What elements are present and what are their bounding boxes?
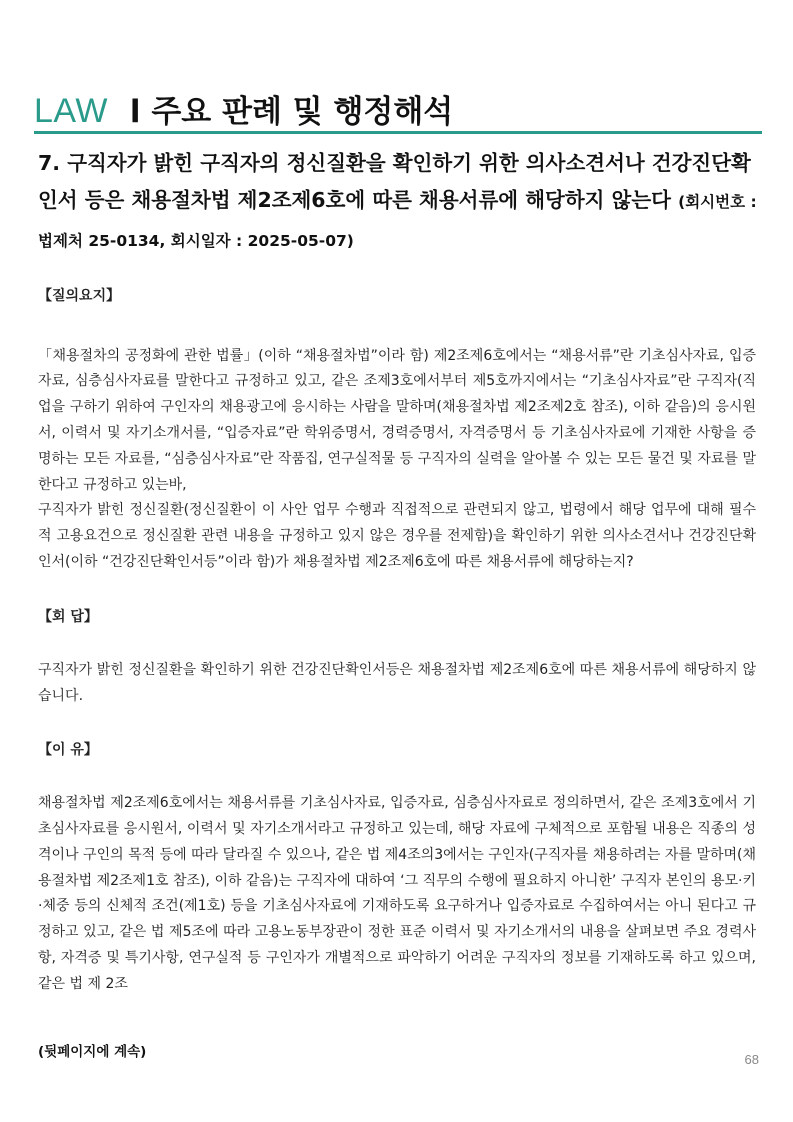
law-mark: LAW xyxy=(34,92,108,130)
reason-heading: 【이 유】 xyxy=(38,741,98,758)
header-divider xyxy=(34,131,762,134)
case-meta: (회시번호 : 법제처 25-0134, 회시일자 : 2025-05-07) xyxy=(38,193,757,250)
section-header xyxy=(34,86,762,131)
question-heading: 【질의요지】 xyxy=(38,288,121,304)
case-title: 7. 구직자가 밝힌 구직자의 정신질환을 확인하기 위한 의사소견서나 건강진단확인서 등은 채용절차법 제2조제6호에 따른 채용서류에 해당하지 않는다 xyxy=(38,151,751,212)
answer-paragraph: 구직자가 밝힌 정신질환을 확인하기 위한 건강진단확인서등은 채용절차법 제2조제6호에 따른 채용서류에 해당하지 않습니다. xyxy=(38,662,756,704)
answer-heading: 【회 답】 xyxy=(38,608,98,625)
section-title: l 주요 판례 및 행정해석 xyxy=(129,94,454,130)
question-paragraph: 구직자가 밝힌 정신질환(정신질환이 이 사안 업무 수행과 직접적으로 관련되지 않고, 법령에서 해당 업무에 대해 필수적 고용요건으로 정신질환 관련 내용을 규정하고 있지 않은 경우를 전제함)을 확인하기 위한 의사소견서나 건강진단확인서(이하 “건강진단확인서등”이라 함)가 채용절차법 제2조제6호에 따른 채용서류에 해당하는지? xyxy=(38,502,756,570)
question-paragraph: 「채용절차의 공정화에 관한 법률」(이하 “채용절차법”이라 함) 제2조제6호에서는 “채용서류”란 기초심사자료, 입증자료, 심층심사자료를 말한다고 규정하고 있고, 같은 조제3호에서부터 제5호까지에서는 “기초심사자료”란 구직자(직업을 구하기 위하여 구인자의 채용광고에 응시하는 사람을 말하며(채용절차법 제2조제2호 참조), 이하 같음)의 응시원서, 이력서 및 자기소개서를, “입증자료”란 학위증명서, 경력증명서, 자격증명서 등 기초심사자료에 기재한 사항을 증명하는 모든 자료를, “심층심사자료”란 작품집, 연구실적물 등 구직자의 실력을 알아볼 수 있는 모든 물건 및 자료를 말한다고 규정하고 있는바, xyxy=(38,347,756,493)
document-body xyxy=(38,284,756,998)
case-title-block xyxy=(38,145,758,260)
continued-note: (뒷페이지에 계속) xyxy=(38,1044,147,1060)
reason-paragraph: 채용절차법 제2조제6호에서는 채용서류를 기초심사자료, 입증자료, 심층심사자료로 정의하면서, 같은 조제3호에서 기초심사자료를 응시원서, 이력서 및 자기소개서라고 규정하고 있는데, 해당 자료에 구체적으로 포함될 내용은 직종의 성격이나 구인의 목적 등에 따라 달라질 수 있으나, 같은 법 제4조의3에서는 구인자(구직자를 채용하려는 자를 말하며(채용절차법 제2조제1호 참조), 이하 같음)는 구직자에 대하여 ‘그 직무의 수행에 필요하지 아니한’ 구직자 본인의 용모·키·체중 등의 신체적 조건(제1호) 등을 기초심사자료에 기재하도록 요구하거나 입증자료로 수집하여서는 아니 된다고 규정하고 있고, 같은 법 제5조에 따라 고용노동부장관이 정한 표준 이력서 및 자기소개서의 내용을 살펴보면 주요 경력사항, 자격증 및 특기사항, 연구실적 등 구인자가 개별적으로 파악하기 어려운 구직자의 정보를 기재하도록 하고 있으며, 같은 법 제 2조 xyxy=(38,795,756,992)
page-number: 68 xyxy=(744,1052,759,1067)
